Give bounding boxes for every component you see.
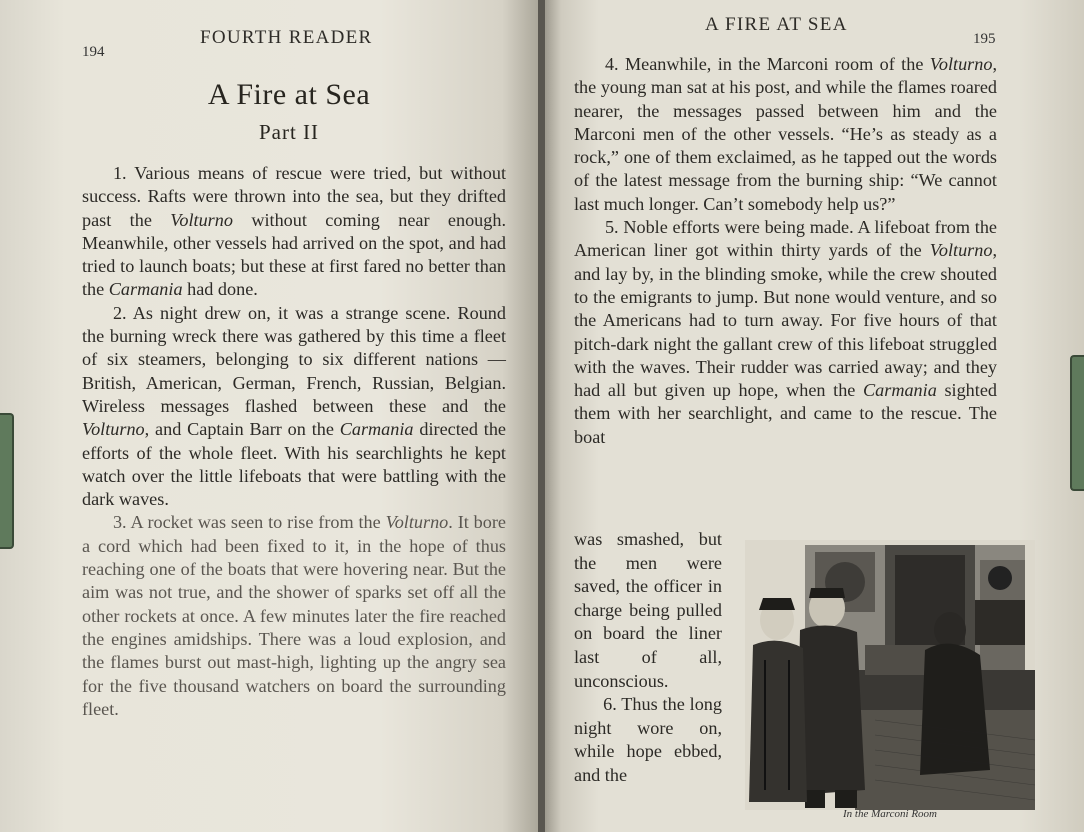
paragraph-3 — [82, 511, 506, 721]
paragraph-2 — [82, 302, 506, 512]
paragraph-text: Noble efforts were being made. A lifeboat from the American liner got within thirty yards of the — [574, 217, 997, 261]
chapter-title: A Fire at Sea — [207, 78, 371, 111]
ship-name: Volturno — [170, 209, 233, 230]
paragraph-4 — [574, 53, 997, 216]
paragraph-text: directed the efforts of the whole fleet. With his searchlights he kept watch over the little lifeboats that were battling with the dark waves. — [82, 419, 506, 510]
ship-name: Carmania — [108, 279, 183, 300]
left-page — [0, 0, 540, 832]
paragraph-text: . It bore a cord which had been fixed to it, in the hope of thus reaching one of the boats that were hovering near. But the aim was not true, and the shower of sparks set off all the other rockets at once. A few minutes later the fire reached the engines amidships. There was a loud explosion, and the flames burst out mast-high, lighting up the angry sea for the five thousand watchers on board the surrounding fleet. — [82, 512, 506, 719]
paragraph-text: As night drew on, it was a strange scene. Round the burning wreck there was gathered by this time a fleet of six steamers, belonging to six different nations — British, American, German, French, Russian, Belgian. Wireless messages flashed between these and the — [82, 302, 506, 416]
running-head-right: A FIRE AT SEA — [705, 14, 848, 35]
marconi-room-illustration — [745, 540, 1035, 810]
page-number-right: 195 — [973, 31, 996, 47]
paragraph-text: Meanwhile, in the Marconi room of the — [618, 54, 930, 74]
running-head-left: FOURTH READER — [200, 27, 373, 48]
paragraph-text: , and Captain Barr on the — [144, 419, 340, 440]
paragraph-text: A rocket was seen to rise from the — [126, 512, 386, 533]
narrow-text-column — [574, 528, 722, 788]
illustration-caption: In the Marconi Room — [843, 808, 937, 820]
paragraph-number: 4. — [604, 54, 619, 74]
right-body-text — [574, 53, 997, 449]
right-page — [545, 0, 1084, 832]
paragraph-text: had done. — [182, 279, 258, 300]
paragraph-1 — [82, 162, 506, 302]
ship-name: Volturno — [929, 54, 993, 74]
paragraph-number: 3. — [112, 512, 127, 533]
paragraph-5 — [574, 216, 997, 449]
page-number-left: 194 — [82, 44, 105, 60]
bookmark-tab-right — [1070, 355, 1084, 491]
paragraph-number: 6. — [603, 694, 617, 715]
left-body-text — [82, 162, 506, 721]
ship-name: Volturno — [82, 419, 145, 440]
paragraph-text: without coming near enough. Meanwhile, other vessels had arrived on the spot, and had tried to launch boats; but these at first fared no better than the — [82, 209, 506, 300]
paragraph-text: Various means of rescue were tried, but without success. Rafts were thrown into the sea, but they drifted past the — [82, 163, 506, 230]
paragraph-text: , and lay by, in the blinding smoke, while the crew shouted to the emigrants to jump. But none would venture, and so the Americans had to turn away. For five hours of that pitch-dark night the gallant crew of this lifeboat struggled with the waves. Their rudder was carried away; and they had all but given up hope, when the — [574, 240, 997, 401]
ship-name: Carmania — [863, 380, 937, 401]
paragraph-number: 2. — [112, 302, 127, 323]
paragraph-text: sighted them with her searchlight, and came to the rescue. The boat — [574, 380, 997, 447]
paragraph-6 — [574, 693, 722, 787]
paragraph-number: 5. — [604, 217, 619, 238]
ship-name: Carmania — [339, 419, 414, 440]
paragraph-text: , the young man sat at his post, and while the flames roared nearer, the messages passed between him and the Marconi men of the other vessels. “He’s as steady as a rock,” one of them exclaimed, as he tapped out the words of the latest message from the burning ship: “We cannot last much longer. Can’t somebody help us?” — [574, 54, 997, 214]
ship-name: Volturno — [385, 512, 449, 533]
bookmark-tab-left — [0, 413, 14, 549]
paragraph-number: 1. — [112, 163, 127, 183]
chapter-subtitle: Part II — [258, 120, 320, 144]
ship-name: Volturno — [929, 240, 993, 261]
paragraph-text: Thus the long night wore on, while hope ebbed, and the — [574, 694, 722, 785]
paragraph-5-continuation: was smashed, but the men were saved, the officer in charge being pulled on board the liner last of all, unconscious. — [574, 529, 722, 691]
